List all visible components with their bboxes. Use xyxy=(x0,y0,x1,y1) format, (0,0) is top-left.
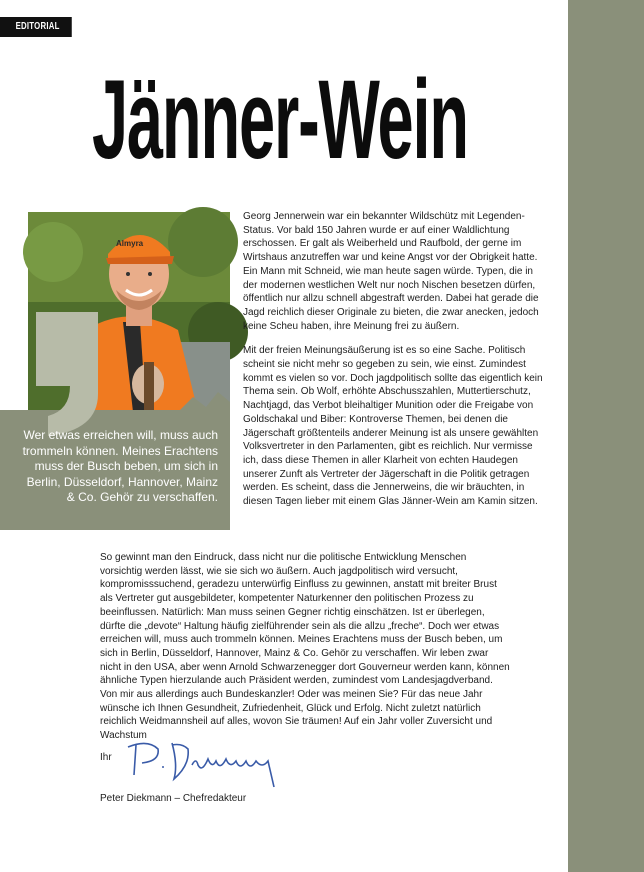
closing-ihr: Ihr xyxy=(100,752,112,763)
pull-quote-text: Wer etwas erreichen will, muss auch trommeln können. Meines Erachtens muss der Busch beben, um sich in Berlin, Düsseldorf, Hannover, Mainz & Co. Gehör zu verschaffen. xyxy=(22,428,218,504)
sidebar-color-band xyxy=(568,0,644,872)
signature xyxy=(118,735,288,793)
article-paragraph-2: Mit der freien Meinungsäußerung ist es so eine Sache. Politisch scheint sie nicht mehr so gegeben zu sein, wie einst. Zumindest kommt es vielen so vor. Doch jagdpolitisch sollte das eigentlich kein Thema sein. Ob Wolf, erhöhte Abschusszahlen, Muttertierschutz, Nachtjagd, das Verbot bleihaltiger Munition oder die Freigabe von Goldschakal und Biber: Kontroverse Themen, bei denen die Jägerschaft größtenteils anderer Meinung ist als unsere gewählten Volksvertreter in den Parlamenten, gibt es reichlich. Nur vermisse ich, dass diese Themen in aller Klarheit von echten Haudegen unserer Zunft als Vertreter der Jägerschaft in die Politik getragen werden. Es scheint, dass die Jennerweins, die wir bräuchten, in diesen Tagen lieber mit einem Glas Jänner-Wein am Kamin sitzen. xyxy=(243,345,543,508)
page-title: Jänner-Wein xyxy=(92,57,468,182)
article-column-full xyxy=(100,551,510,743)
article-paragraph-3: So gewinnt man den Eindruck, dass nicht nur die politische Entwicklung Menschen vorsichtig werden lässt, wie sie sich wo äußern. Auch jagdpolitisch wird versucht, kompromisssuchend, geradezu unterwürfig Einfluss zu gewinnen, anstatt mit breiter Brust als Vertreter gut ausgebildeter, kompetenter Naturkenner den politischen Prozess zu beeinflussen. Natürlich: Man muss seinen Gegner richtig einschätzen. Ist er überlegen, dürfte die „devote“ Haltung häufig zielführender sein als die allzu „freche“. Doch wer etwas erreichen will, muss auch trommeln können. Meines Erachtens muss der Busch beben, um sich in Berlin, Düsseldorf, Hannover, Mainz & Co. Gehör zu verschaffen. Wir leben zwar nicht in den USA, aber wenn Arnold Schwarzenegger dort Gouverneur werden kann, können ähnliche Typen hierzulande auch Präsident werden, zumindest vom Landesjagdverband. Von mir aus allerdings auch Bundeskanzler! Oder was meinen Sie? Für das neue Jahr wünsche ich Ihnen Gesundheit, Zufriedenheit, Glück und Erfolg. Nicht zuletzt natürlich reichlich Weidmannsheil auf alles, wovon Sie träumen! Auf ein Jahr voller Zuversicht und Wachstum xyxy=(100,552,510,742)
cap-text: Almyra xyxy=(116,239,144,248)
quote-mark-icon xyxy=(36,312,98,436)
article-paragraph-1: Georg Jennerwein war ein bekannter Wildschütz mit Legenden-Status. Vor bald 150 Jahren wurde er auf einer Waldlichtung erschossen. Er galt als Weiberheld und Raufbold, der gerne im Wirtshaus anzutreffen war und keine Angst vor der Obrigkeit hatte. Ein Mann mit Schneid, wie man heute sagen würde. Typen, die in der modernen westlichen Welt nur noch Nischen besetzen dürfen, öffentlich nur allzu schnell abgestraft werden. Dabei hat gerade die Jagd reichlich dieser Originale zu bieten, die zwar anecken, jedoch keine Scheu haben, ihre Meinung frei zu äußern. xyxy=(243,211,539,332)
section-tag: EDITORIAL xyxy=(0,17,72,37)
article-column-right xyxy=(243,210,543,520)
author-byline: Peter Diekmann – Chefredakteur xyxy=(100,793,247,804)
